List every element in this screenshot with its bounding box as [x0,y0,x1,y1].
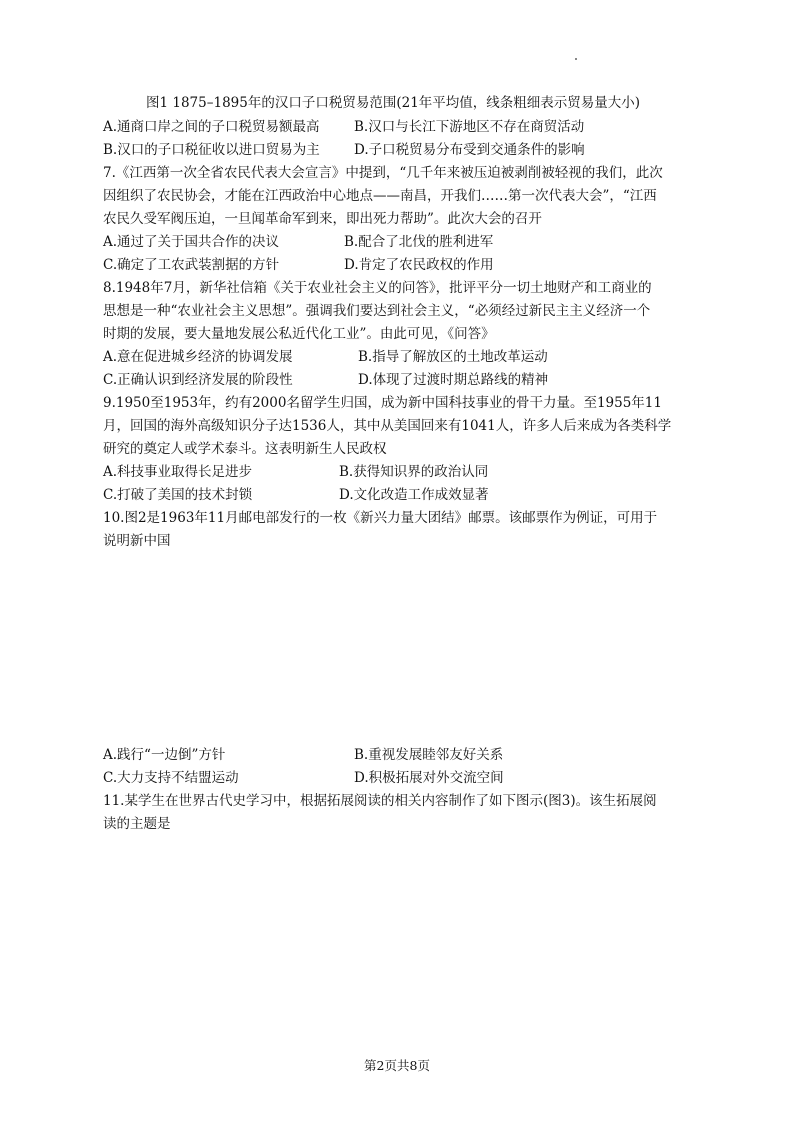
q8-option-d[interactable]: D.体现了过渡时期总路线的精神 [358,372,549,388]
q10-option-d[interactable]: D.积极拓展对外交流空间 [354,770,504,786]
q7-options-row2 [103,256,703,274]
q9-stem-line1: 9.1950至1953年，约有2000名留学生归国，成为新中国科技事业的骨干力量。至1955年11 [103,395,662,411]
q7-options-row1 [103,233,703,251]
q6-option-c[interactable]: B.汉口的子口税征收以进口贸易为主 [103,142,320,158]
q10-option-b[interactable]: B.重视发展睦邻友好关系 [354,747,504,763]
figure3-blank-area [103,840,693,1040]
q11-stem-line1: 11.某学生在世界古代史学习中，根据拓展阅读的相关内容制作了如下图示(图3)。该生拓展阅 [103,793,657,809]
q8-options-row2 [103,371,703,389]
q6-option-b[interactable]: B.汉口与长江下游地区不存在商贸活动 [354,119,585,135]
q9-stem-line3: 研究的奠定人或学术泰斗。这表明新生人民政权 [103,441,387,457]
q9-stem-line2: 月，回国的海外高级知识分子达1536人，其中从美国回来有1041人，许多人后来成为各类科学 [103,418,672,434]
q6-option-a[interactable]: A.通商口岸之间的子口税贸易额最高 [103,119,320,135]
figure2-blank-area [103,556,693,742]
q11-stem-line2: 读的主题是 [103,816,171,832]
figure1-caption: 图1 1875–1895年的汉口子口税贸易范围(21年平均值，线条粗细表示贸易量大小) [146,95,641,111]
q7-option-c[interactable]: C.确定了工农武装割据的方针 [103,257,280,273]
q9-option-c[interactable]: C.打破了美国的技术封锁 [103,487,253,503]
q10-options-row1 [103,746,703,764]
q7-option-b[interactable]: B.配合了北伐的胜利进军 [344,234,494,250]
q8-stem-line2: 思想是一种“农业社会主义思想”。强调我们要达到社会主义，“必须经过新民主主义经济一个 [103,303,651,319]
q6-option-d[interactable]: D.子口税贸易分布受到交通条件的影响 [354,142,585,158]
q10-stem-line2: 说明新中国 [103,533,171,549]
q9-options-row1 [103,463,703,481]
q7-option-d[interactable]: D.肯定了农民政权的作用 [344,257,494,273]
q8-option-a[interactable]: A.意在促进城乡经济的协调发展 [103,349,293,365]
q10-option-a[interactable]: A.践行“一边倒”方针 [103,747,226,763]
q7-stem-line2: 因组织了农民协会，才能在江西政治中心地点——南昌，开我们……第一次代表大会”，“江西 [103,188,657,204]
q9-option-d[interactable]: D.文化改造工作成效显著 [339,487,489,503]
page-footer: 第2页共8页 [364,1058,430,1073]
q9-options-row2 [103,486,703,504]
q8-stem-line3: 时期的发展，要大量地发展公私近代化工业”。由此可见，《问答》 [103,326,495,342]
q6-options-row1 [103,118,703,136]
q7-stem-line1: 7.《江西第一次全省农民代表大会宣言》中提到，“几千年来被压迫被剥削被轻视的我们，此次 [103,165,663,181]
q7-stem-line3: 农民久受军阀压迫，一旦闻革命军到来，即出死力帮助”。此次大会的召开 [103,211,542,227]
scan-speck [575,58,577,60]
q8-stem-line1: 8.1948年7月，新华社信箱《关于农业社会主义的问答》，批评平分一切土地财产和工商业的 [103,280,652,296]
q8-option-c[interactable]: C.正确认识到经济发展的阶段性 [103,372,293,388]
q7-option-a[interactable]: A.通过了关于国共合作的决议 [103,234,280,250]
q9-option-a[interactable]: A.科技事业取得长足进步 [103,464,253,480]
q9-option-b[interactable]: B.获得知识界的政治认同 [339,464,489,480]
q10-option-c[interactable]: C.大力支持不结盟运动 [103,770,239,786]
q10-stem-line1: 10.图2是1963年11月邮电部发行的一枚《新兴力量大团结》邮票。该邮票作为例证，可用于 [103,510,658,526]
q8-option-b[interactable]: B.指导了解放区的土地改革运动 [358,349,548,365]
q10-options-row2 [103,769,703,787]
q8-options-row1 [103,348,703,366]
q6-options-row2 [103,141,703,159]
